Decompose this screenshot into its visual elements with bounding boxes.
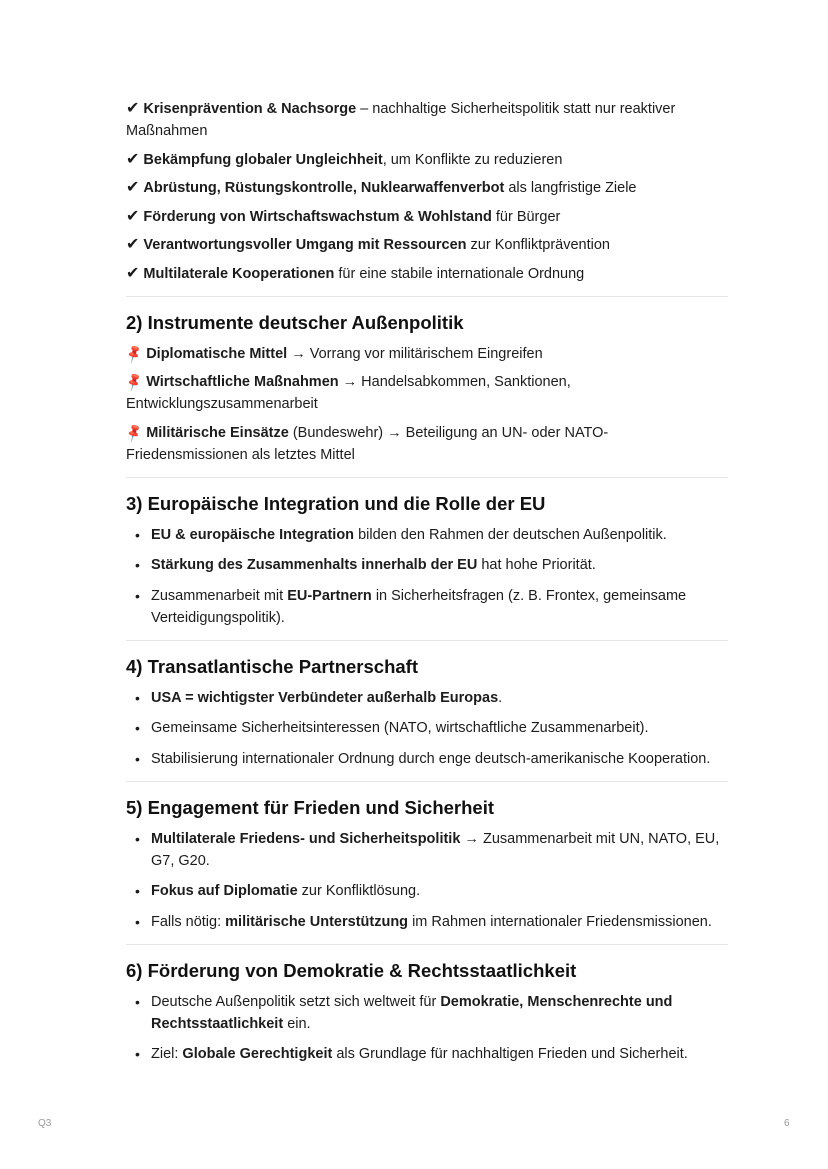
section-eu-integration	[126, 492, 728, 629]
list-item: • Stabilisierung internationaler Ordnung durch enge deutsch-amerikanische Kooperation.	[126, 748, 728, 770]
list-item: • USA = wichtigster Verbündeter außerhalb Europas.	[126, 687, 728, 709]
bullet-icon: •	[135, 526, 140, 543]
section-heading: 6) Förderung von Demokratie & Rechtsstaatlichkeit	[126, 959, 577, 981]
check-item: ✔ Verantwortungsvoller Umgang mit Ressourcen zur Konfliktprävention	[126, 236, 610, 253]
section-divider	[126, 781, 728, 782]
goals-checklist	[126, 98, 728, 285]
list-item: • Gemeinsame Sicherheitsinteressen (NATO, wirtschaftliche Zusammenarbeit).	[126, 717, 728, 739]
bullet-icon: •	[135, 720, 140, 736]
section-divider	[126, 296, 728, 297]
section-divider	[126, 477, 728, 478]
list-item: • Multilaterale Friedens- und Sicherheitspolitik → Zusammenarbeit mit UN, NATO, EU, G7, G20.	[126, 828, 728, 872]
footer-label: Q3	[38, 1118, 52, 1129]
check-item: ✔ Krisenprävention & Nachsorge – nachhaltige Sicherheitspolitik statt nur reaktiver Maßnahmen	[126, 100, 676, 139]
section-heading: 4) Transatlantische Partnerschaft	[126, 655, 418, 677]
bullet-icon: •	[135, 587, 140, 604]
document-page	[123, 98, 728, 1074]
bullet-icon: •	[135, 1046, 140, 1062]
pushpin-icon: 📌	[123, 342, 145, 364]
bullet-icon: •	[135, 557, 140, 573]
check-icon: ✔	[126, 236, 140, 253]
list-item: • Deutsche Außenpolitik setzt sich weltweit für Demokratie, Menschenrechte und Rechtsstaatlichkeit ein.	[126, 991, 728, 1035]
section-transatlantic	[126, 655, 728, 770]
pin-item: 📌 Diplomatische Mittel → Vorrang vor militärischem Eingreifen	[126, 343, 728, 365]
pin-item: 📌 Wirtschaftliche Maßnahmen → Handelsabkommen, Sanktionen, Entwicklungszusammenarbeit	[126, 371, 728, 415]
section-heading: 5) Engagement für Frieden und Sicherheit	[126, 796, 494, 818]
bullet-list	[126, 828, 728, 933]
list-item: • EU & europäische Integration bilden den Rahmen der deutschen Außenpolitik.	[126, 524, 728, 546]
list-item: • Stärkung des Zusammenhalts innerhalb der EU hat hohe Priorität.	[126, 554, 728, 576]
section-democracy	[126, 959, 728, 1066]
section-heading: 2) Instrumente deutscher Außenpolitik	[126, 311, 464, 333]
section-peace-security	[126, 796, 728, 933]
check-icon: ✔	[126, 264, 140, 282]
bullet-icon: •	[135, 993, 140, 1010]
list-item: • Zusammenarbeit mit EU-Partnern in Sicherheitsfragen (z. B. Frontex, gemeinsame Verteidigungspolitik).	[126, 585, 728, 629]
pin-item: 📌 Militärische Einsätze (Bundeswehr) → Beteiligung an UN- oder NATO-Friedensmissionen als letztes Mittel	[126, 422, 728, 466]
section-divider	[126, 640, 728, 641]
check-icon: ✔	[126, 150, 140, 168]
list-item: • Ziel: Globale Gerechtigkeit als Grundlage für nachhaltigen Frieden und Sicherheit.	[126, 1043, 728, 1065]
check-item: ✔ Förderung von Wirtschaftswachstum & Wohlstand für Bürger	[126, 207, 561, 225]
bullet-icon: •	[135, 830, 140, 847]
bullet-icon: •	[135, 883, 140, 899]
list-item: • Fokus auf Diplomatie zur Konfliktlösung.	[126, 880, 728, 902]
check-item: ✔ Abrüstung, Rüstungskontrolle, Nuklearwaffenverbot als langfristige Ziele	[126, 179, 637, 196]
section-instruments	[123, 311, 728, 466]
check-item: ✔ Multilaterale Kooperationen für eine stabile internationale Ordnung	[126, 264, 585, 282]
bullet-icon: •	[135, 913, 140, 930]
list-item: • Falls nötig: militärische Unterstützung im Rahmen internationaler Friedensmissionen.	[126, 911, 728, 933]
bullet-list	[126, 991, 728, 1066]
check-item: ✔ Bekämpfung globaler Ungleichheit, um Konflikte zu reduzieren	[126, 150, 563, 168]
check-icon: ✔	[126, 207, 140, 225]
pushpin-icon: 📌	[123, 421, 145, 443]
bullet-list	[126, 524, 728, 629]
check-icon: ✔	[126, 100, 140, 117]
section-heading: 3) Europäische Integration und die Rolle der EU	[126, 492, 546, 514]
bullet-icon: •	[135, 689, 140, 706]
page-number: 6	[784, 1118, 790, 1129]
pushpin-icon: 📌	[123, 371, 145, 393]
check-icon: ✔	[126, 179, 140, 196]
bullet-icon: •	[135, 750, 140, 767]
section-divider	[126, 944, 728, 945]
bullet-list	[126, 687, 728, 770]
